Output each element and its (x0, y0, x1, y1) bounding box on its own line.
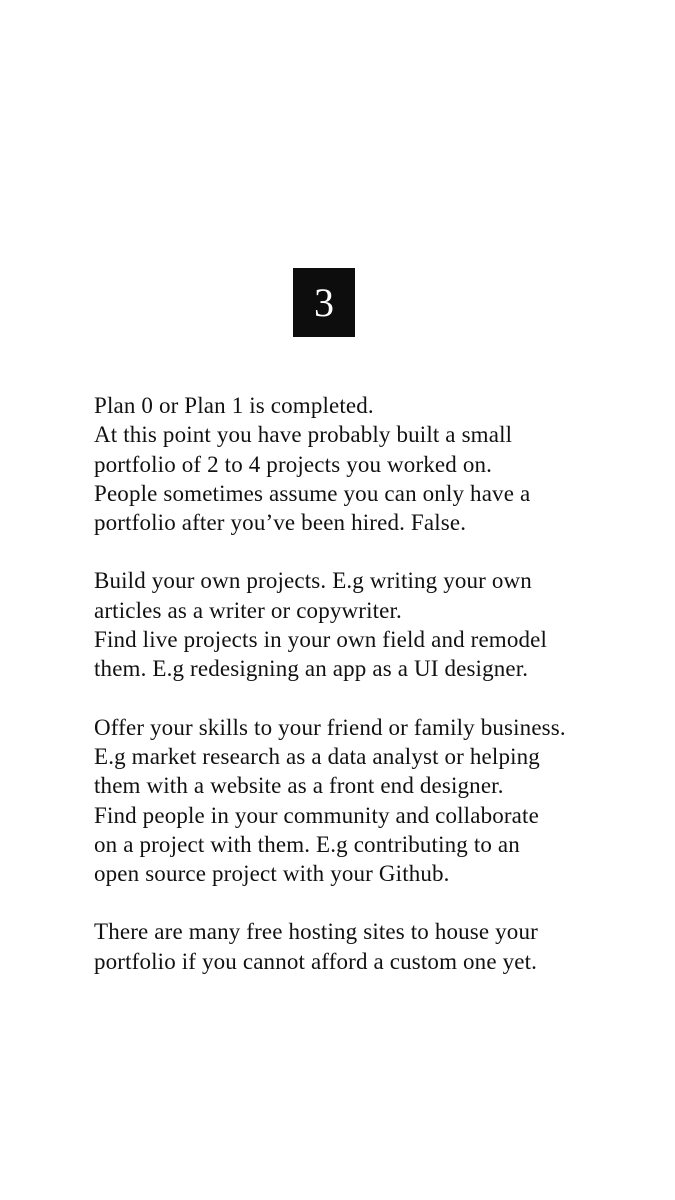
paragraph-2 (94, 566, 654, 683)
text-line: Find people in your community and collaborate (94, 802, 539, 828)
paragraph-1 (94, 391, 654, 537)
text-line: articles as a writer or copywriter. (94, 597, 402, 623)
text-line: There are many free hosting sites to house your (94, 919, 538, 945)
text-line: them. E.g redesigning an app as a UI designer. (94, 656, 529, 682)
text-line: Offer your skills to your friend or family business. (94, 714, 566, 740)
text-line: E.g market research as a data analyst or helping (94, 743, 540, 769)
paragraph-3 (94, 713, 654, 889)
text-line: portfolio of 2 to 4 projects you worked on. (94, 451, 493, 477)
paragraph-4 (94, 917, 654, 976)
body-text (94, 391, 654, 976)
text-line: Find live projects in your own field and remodel (94, 627, 548, 653)
text-line: portfolio after you’ve been hired. False. (94, 510, 467, 536)
page-number-badge (293, 268, 355, 337)
text-line: them with a website as a front end designer. (94, 773, 504, 799)
text-line: At this point you have probably built a small (94, 422, 513, 448)
text-line: portfolio if you cannot afford a custom one yet. (94, 948, 538, 974)
text-line: open source project with your Github. (94, 861, 450, 887)
page-number: 3 (314, 279, 334, 325)
text-line: Build your own projects. E.g writing your own (94, 568, 532, 594)
text-line: People sometimes assume you can only have a (94, 480, 531, 506)
text-line: on a project with them. E.g contributing to an (94, 831, 520, 857)
text-line: Plan 0 or Plan 1 is completed. (94, 393, 374, 418)
